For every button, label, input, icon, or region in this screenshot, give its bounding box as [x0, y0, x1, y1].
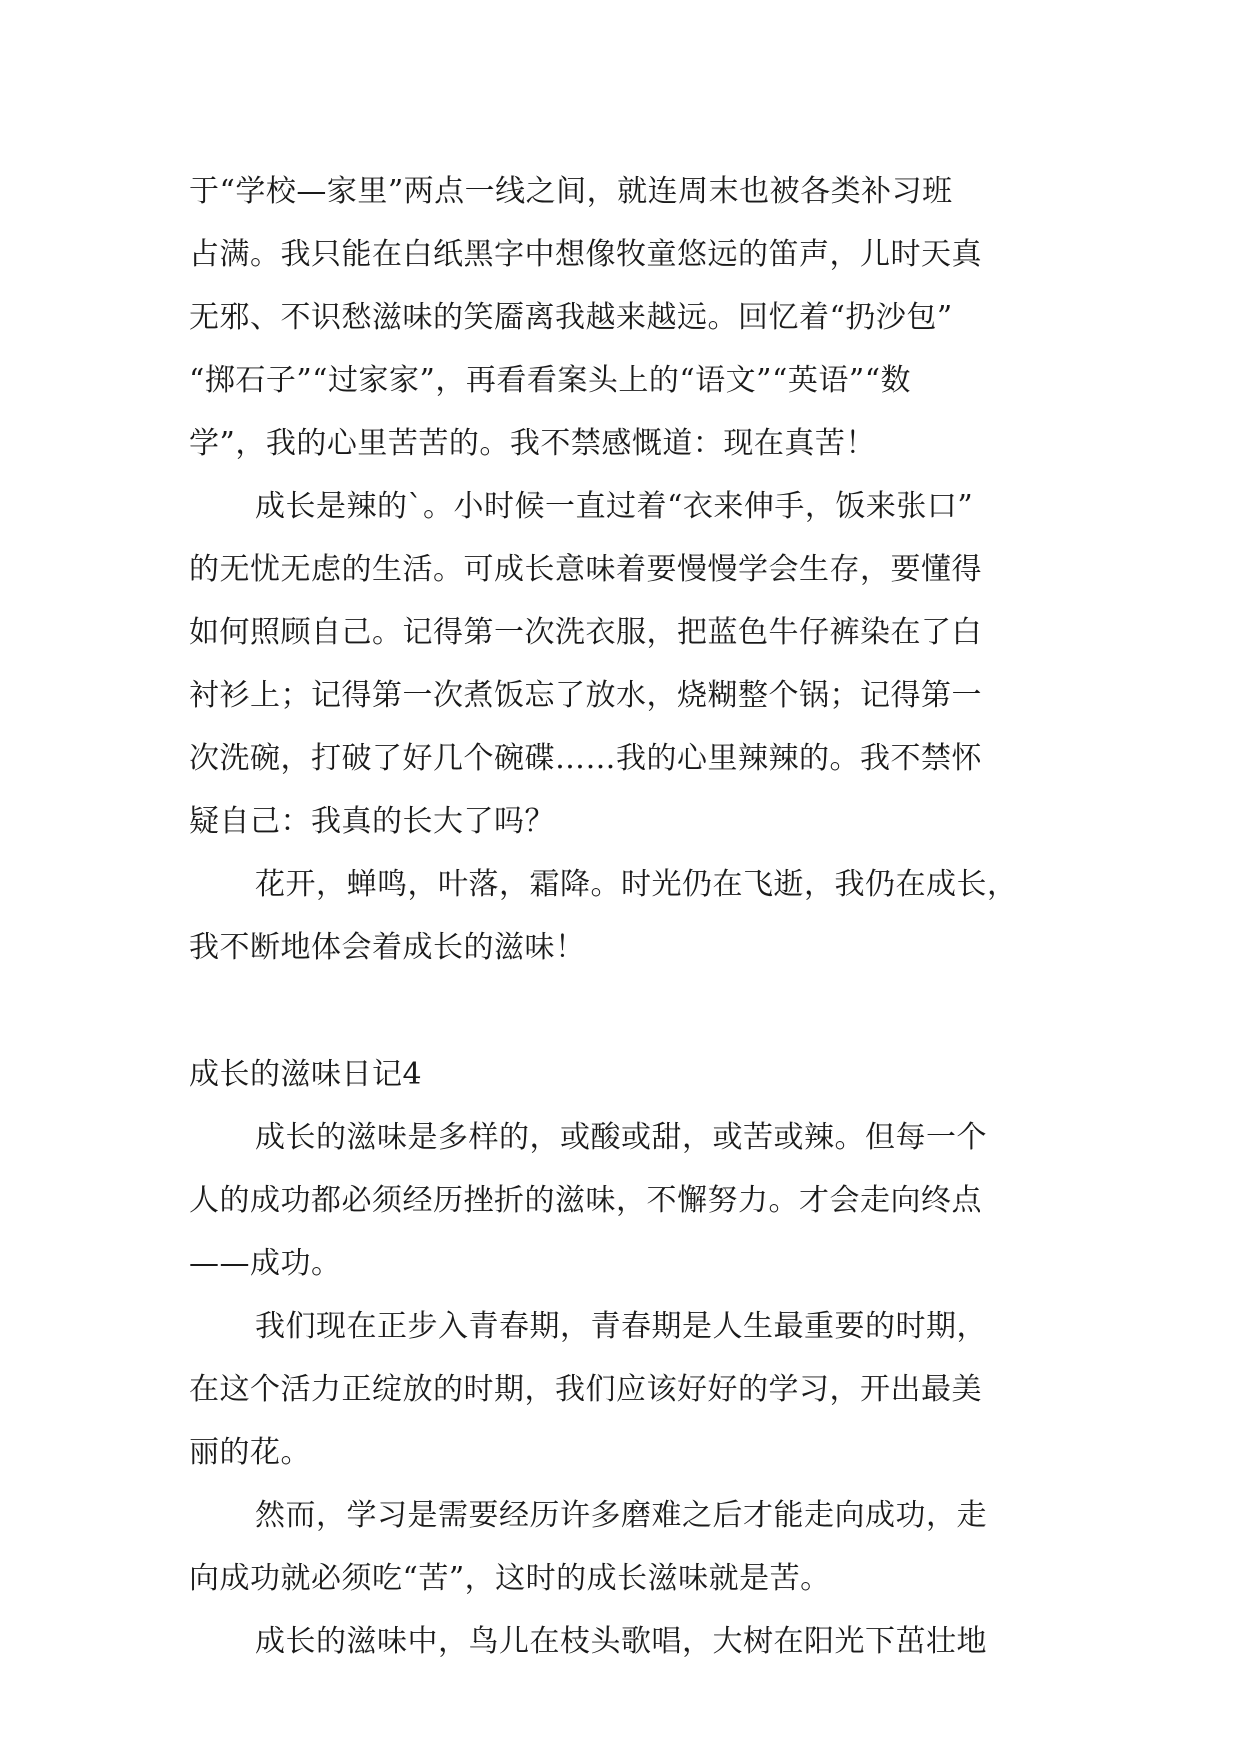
text-line: 我们现在正步入青春期，青春期是人生最重要的时期，: [255, 1309, 987, 1344]
text-line: 成长的滋味中，鸟儿在枝头歌唱，大树在阳光下茁壮地: [255, 1624, 987, 1659]
heading-text: 成长的滋味日记4: [189, 1057, 423, 1092]
text-line: 成长的滋味是多样的，或酸或甜，或苦或辣。但每一个: [255, 1120, 987, 1155]
text-line: 学”，我的心里苦苦的。我不禁感慨道：现在真苦！: [189, 426, 876, 461]
text-line: 然而，学习是需要经历许多磨难之后才能走向成功，走: [255, 1498, 987, 1533]
text-line: 衬衫上；记得第一次煮饭忘了放水，烧糊整个锅；记得第一: [189, 678, 982, 713]
section-heading: [189, 1043, 1059, 1106]
text-line: 占满。我只能在白纸黑字中想像牧童悠远的笛声，儿时天真: [189, 237, 982, 272]
paragraph: [189, 1484, 1059, 1610]
text-line: 花开，蝉鸣，叶落，霜降。时光仍在飞逝，我仍在成长，: [255, 867, 1018, 902]
paragraph: [189, 1295, 1059, 1484]
text-line: 成长是辣的`。小时候一直过着“衣来伸手，饭来张口”: [255, 489, 974, 524]
text-line: 我不断地体会着成长的滋味！: [189, 930, 586, 965]
text-line: 向成功就必须吃“苦”，这时的成长滋味就是苦。: [189, 1561, 831, 1596]
paragraph: [189, 160, 1059, 475]
text-line: 在这个活力正绽放的时期，我们应该好好的学习，开出最美: [189, 1372, 982, 1407]
text-line: “掷石子”“过家家”，再看看案头上的“语文”“英语”“数: [189, 363, 912, 398]
paragraph: [189, 853, 1059, 979]
text-line: 于“学校—家里”两点一线之间，就连周末也被各类补习班: [189, 174, 953, 209]
text-line: ——成功。: [189, 1246, 342, 1281]
document-body: [189, 160, 1059, 1673]
paragraph: [189, 475, 1059, 853]
text-line: 疑自己：我真的长大了吗？: [189, 804, 555, 839]
text-line: 次洗碗，打破了好几个碗碟……我的心里辣辣的。我不禁怀: [189, 741, 982, 776]
text-line: 丽的花。: [189, 1435, 311, 1470]
text-line: 无邪、不识愁滋味的笑靥离我越来越远。回忆着“扔沙包”: [189, 300, 953, 335]
text-line: 的无忧无虑的生活。可成长意味着要慢慢学会生存，要懂得: [189, 552, 982, 587]
section-spacer: [189, 979, 1059, 1043]
paragraph: [189, 1610, 1059, 1673]
text-line: 如何照顾自己。记得第一次洗衣服，把蓝色牛仔裤染在了白: [189, 615, 982, 650]
text-line: 人的成功都必须经历挫折的滋味，不懈努力。才会走向终点: [189, 1183, 982, 1218]
paragraph: [189, 1106, 1059, 1295]
